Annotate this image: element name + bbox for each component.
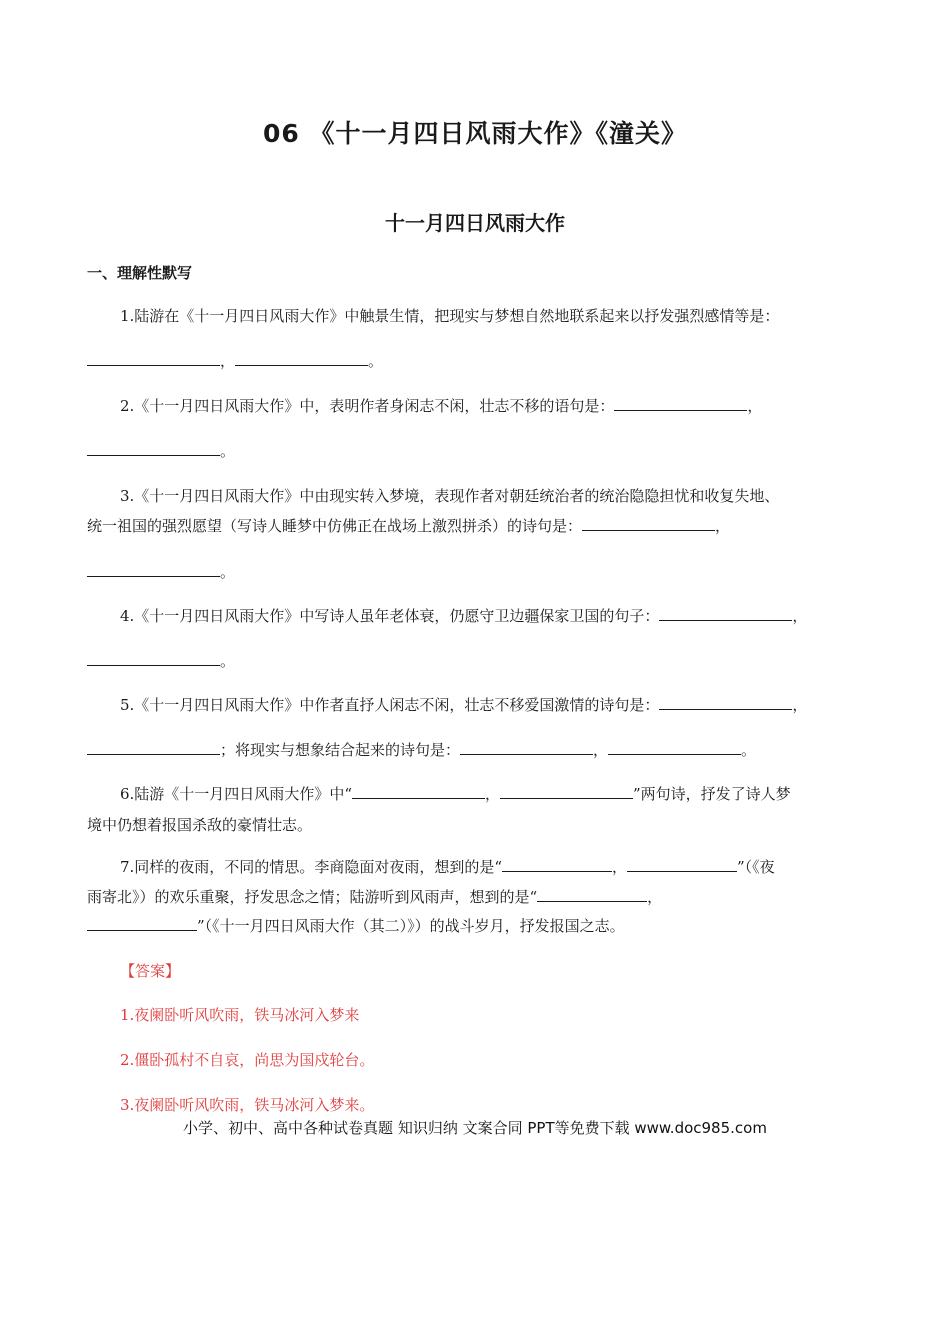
fill-blank[interactable] (500, 783, 633, 799)
answer-heading: 【答案】 (120, 962, 181, 980)
fill-blank[interactable] (460, 739, 593, 755)
fill-blank[interactable] (87, 739, 220, 755)
question-5-answer-line: ；将现实与想象结合起来的诗句是： ， 。 (87, 739, 867, 761)
question-6-text-line-1: 6.陆游《十一月四日风雨大作》中“ ， ”两句诗，抒发了诗人梦 (120, 785, 791, 803)
poem-title: 十一月四日风雨大作 (385, 211, 565, 235)
fill-blank[interactable] (87, 350, 220, 366)
page-title: 06 《十一月四日风雨大作》《潼关》 (263, 119, 687, 148)
question-2-text: 2.《十一月四日风雨大作》中，表明作者身闲志不闲，壮志不移的语句是： ， (120, 397, 763, 415)
fill-blank[interactable] (502, 856, 612, 872)
fill-blank[interactable] (87, 650, 220, 666)
fill-blank[interactable] (87, 561, 220, 577)
question-3-text-line-1: 3.《十一月四日风雨大作》中由现实转入梦境，表现作者对朝廷统治者的统治隐隐担忧和收复失地、 (120, 487, 780, 505)
question-6-text-line-2: 境中仍想着报国杀敌的豪情壮志。 (87, 816, 313, 834)
question-3-answer-line: 。 (87, 561, 867, 583)
question-3-text-line-2: 统一祖国的强烈愿望（写诗人睡梦中仿佛正在战场上激烈拼杀）的诗句是： ， (87, 517, 731, 535)
question-4-text: 4.《十一月四日风雨大作》中写诗人虽年老体衰，仍愿守卫边疆保家卫国的句子： ， (120, 607, 808, 625)
fill-blank[interactable] (659, 694, 792, 710)
answer-item: 1.夜阑卧听风吹雨，铁马冰河入梦来 (120, 1006, 360, 1024)
fill-blank[interactable] (659, 605, 792, 621)
question-5-text: 5.《十一月四日风雨大作》中作者直抒人闲志不闲，壮志不移爱国激情的诗句是： ， (120, 696, 808, 714)
fill-blank[interactable] (608, 739, 741, 755)
fill-blank[interactable] (87, 440, 220, 456)
fill-blank[interactable] (614, 395, 747, 411)
question-2-answer-line: 。 (87, 440, 867, 462)
fill-blank[interactable] (87, 915, 197, 931)
section-heading: 一、理解性默写 (87, 264, 193, 282)
fill-blank[interactable] (582, 515, 715, 531)
fill-blank[interactable] (627, 856, 737, 872)
question-1-answer-line: ， 。 (87, 350, 867, 372)
question-4-answer-line: 。 (87, 650, 867, 672)
question-1-text: 1.陆游在《十一月四日风雨大作》中触景生情，把现实与梦想自然地联系起来以抒发强烈感情等是： (120, 307, 780, 325)
footer-text: 小学、初中、高中各种试卷真题 知识归纳 文案合同 PPT等免费下载 www.doc985.com (183, 1119, 767, 1137)
question-7-text-line-3: ”（《十一月四日风雨大作（其二）》）的战斗岁月，抒发报国之志。 (87, 915, 867, 937)
question-7-text-line-1: 7.同样的夜雨，不同的情思。李商隐面对夜雨，想到的是“ ， ”（《夜 (120, 858, 775, 876)
answer-item: 2.僵卧孤村不自哀，尚思为国戍轮台。 (120, 1051, 375, 1069)
fill-blank[interactable] (537, 886, 647, 902)
question-7-text-line-2: 雨寄北》）的欢乐重聚，抒发思念之情；陆游听到风雨声，想到的是“ ， (87, 888, 663, 906)
fill-blank[interactable] (235, 350, 368, 366)
answer-item: 3.夜阑卧听风吹雨，铁马冰河入梦来。 (120, 1096, 375, 1114)
fill-blank[interactable] (352, 783, 485, 799)
